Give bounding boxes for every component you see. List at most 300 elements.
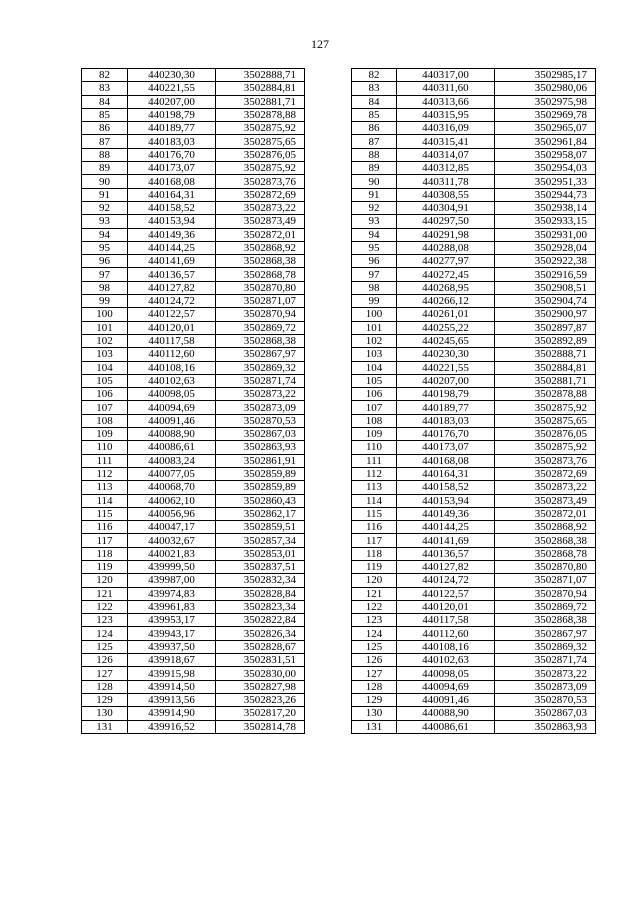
point-number-cell: 118 xyxy=(82,547,128,560)
point-number-cell: 104 xyxy=(352,361,397,374)
point-number-cell: 100 xyxy=(82,308,128,321)
table-row xyxy=(82,627,596,640)
x-coordinate-cell: 440091,46 xyxy=(128,414,216,427)
point-number-cell: 100 xyxy=(352,308,397,321)
point-number-cell: 89 xyxy=(82,162,128,175)
point-number-cell: 88 xyxy=(352,148,397,161)
column-gap xyxy=(305,82,352,95)
x-coordinate-cell: 440189,77 xyxy=(397,401,495,414)
y-coordinate-cell: 3502831,51 xyxy=(216,654,305,667)
table-row xyxy=(82,108,596,121)
point-number-cell: 118 xyxy=(352,547,397,560)
x-coordinate-cell: 440120,01 xyxy=(397,600,495,613)
x-coordinate-cell: 440313,66 xyxy=(397,95,495,108)
point-number-cell: 116 xyxy=(352,521,397,534)
x-coordinate-cell: 439953,17 xyxy=(128,614,216,627)
y-coordinate-cell: 3502857,34 xyxy=(216,534,305,547)
column-gap xyxy=(305,507,352,520)
point-number-cell: 96 xyxy=(352,255,397,268)
x-coordinate-cell: 440088,90 xyxy=(397,707,495,720)
y-coordinate-cell: 3502873,09 xyxy=(216,401,305,414)
point-number-cell: 101 xyxy=(352,321,397,334)
y-coordinate-cell: 3502965,07 xyxy=(495,122,596,135)
table-row xyxy=(82,69,596,82)
table-row xyxy=(82,295,596,308)
x-coordinate-cell: 440173,07 xyxy=(128,162,216,175)
x-coordinate-cell: 439937,50 xyxy=(128,640,216,653)
column-gap xyxy=(305,188,352,201)
y-coordinate-cell: 3502860,43 xyxy=(216,494,305,507)
point-number-cell: 84 xyxy=(352,95,397,108)
x-coordinate-cell: 440308,55 xyxy=(397,188,495,201)
table-row xyxy=(82,454,596,467)
x-coordinate-cell: 440312,85 xyxy=(397,162,495,175)
column-gap xyxy=(305,374,352,387)
x-coordinate-cell: 439961,83 xyxy=(128,600,216,613)
point-number-cell: 108 xyxy=(352,414,397,427)
x-coordinate-cell: 440255,22 xyxy=(397,321,495,334)
table-row xyxy=(82,693,596,706)
table-row xyxy=(82,175,596,188)
column-gap xyxy=(305,255,352,268)
point-number-cell: 94 xyxy=(82,228,128,241)
x-coordinate-cell: 440068,70 xyxy=(128,481,216,494)
point-number-cell: 126 xyxy=(82,654,128,667)
point-number-cell: 111 xyxy=(82,454,128,467)
x-coordinate-cell: 440176,70 xyxy=(397,428,495,441)
table-row xyxy=(82,82,596,95)
x-coordinate-cell: 440168,08 xyxy=(397,454,495,467)
point-number-cell: 92 xyxy=(352,201,397,214)
x-coordinate-cell: 440164,31 xyxy=(397,467,495,480)
y-coordinate-cell: 3502875,92 xyxy=(495,441,596,454)
x-coordinate-cell: 439987,00 xyxy=(128,574,216,587)
table-row xyxy=(82,680,596,693)
x-coordinate-cell: 440094,69 xyxy=(397,680,495,693)
y-coordinate-cell: 3502869,32 xyxy=(216,361,305,374)
column-gap xyxy=(305,547,352,560)
x-coordinate-cell: 440047,17 xyxy=(128,521,216,534)
column-gap xyxy=(305,614,352,627)
y-coordinate-cell: 3502933,15 xyxy=(495,215,596,228)
y-coordinate-cell: 3502951,33 xyxy=(495,175,596,188)
table-row xyxy=(82,707,596,720)
x-coordinate-cell: 440315,95 xyxy=(397,108,495,121)
point-number-cell: 87 xyxy=(82,135,128,148)
column-gap xyxy=(305,295,352,308)
column-gap xyxy=(305,162,352,175)
point-number-cell: 131 xyxy=(352,720,397,733)
column-gap xyxy=(305,494,352,507)
y-coordinate-cell: 3502958,07 xyxy=(495,148,596,161)
y-coordinate-cell: 3502878,88 xyxy=(495,388,596,401)
table-row xyxy=(82,667,596,680)
point-number-cell: 126 xyxy=(352,654,397,667)
x-coordinate-cell: 439914,90 xyxy=(128,707,216,720)
column-gap xyxy=(305,414,352,427)
y-coordinate-cell: 3502870,94 xyxy=(495,587,596,600)
y-coordinate-cell: 3502969,78 xyxy=(495,108,596,121)
point-number-cell: 110 xyxy=(82,441,128,454)
point-number-cell: 90 xyxy=(352,175,397,188)
column-gap xyxy=(305,215,352,228)
column-gap xyxy=(305,201,352,214)
point-number-cell: 109 xyxy=(352,428,397,441)
column-gap xyxy=(305,707,352,720)
y-coordinate-cell: 3502908,51 xyxy=(495,281,596,294)
column-gap xyxy=(305,693,352,706)
column-gap xyxy=(305,574,352,587)
x-coordinate-cell: 440173,07 xyxy=(397,441,495,454)
point-number-cell: 127 xyxy=(352,667,397,680)
table-row xyxy=(82,494,596,507)
y-coordinate-cell: 3502875,92 xyxy=(216,122,305,135)
x-coordinate-cell: 440124,72 xyxy=(128,295,216,308)
point-number-cell: 94 xyxy=(352,228,397,241)
table-row xyxy=(82,334,596,347)
x-coordinate-cell: 440288,08 xyxy=(397,241,495,254)
x-coordinate-cell: 440086,61 xyxy=(397,720,495,733)
point-number-cell: 131 xyxy=(82,720,128,733)
point-number-cell: 90 xyxy=(82,175,128,188)
point-number-cell: 124 xyxy=(352,627,397,640)
x-coordinate-cell: 439999,50 xyxy=(128,560,216,573)
y-coordinate-cell: 3502823,26 xyxy=(216,693,305,706)
y-coordinate-cell: 3502827,98 xyxy=(216,680,305,693)
y-coordinate-cell: 3502875,92 xyxy=(216,162,305,175)
point-number-cell: 103 xyxy=(352,348,397,361)
y-coordinate-cell: 3502875,65 xyxy=(495,414,596,427)
y-coordinate-cell: 3502853,01 xyxy=(216,547,305,560)
column-gap xyxy=(305,654,352,667)
table-row xyxy=(82,148,596,161)
point-number-cell: 99 xyxy=(82,295,128,308)
y-coordinate-cell: 3502873,49 xyxy=(216,215,305,228)
y-coordinate-cell: 3502869,72 xyxy=(216,321,305,334)
x-coordinate-cell: 440077,05 xyxy=(128,467,216,480)
point-number-cell: 117 xyxy=(352,534,397,547)
x-coordinate-cell: 440245,65 xyxy=(397,334,495,347)
x-coordinate-cell: 440198,79 xyxy=(128,108,216,121)
point-number-cell: 121 xyxy=(82,587,128,600)
point-number-cell: 105 xyxy=(352,374,397,387)
point-number-cell: 113 xyxy=(352,481,397,494)
column-gap xyxy=(305,560,352,573)
x-coordinate-cell: 440088,90 xyxy=(128,428,216,441)
point-number-cell: 116 xyxy=(82,521,128,534)
y-coordinate-cell: 3502881,71 xyxy=(495,374,596,387)
x-coordinate-cell: 440091,46 xyxy=(397,693,495,706)
x-coordinate-cell: 440120,01 xyxy=(128,321,216,334)
table-row xyxy=(82,388,596,401)
x-coordinate-cell: 439914,50 xyxy=(128,680,216,693)
x-coordinate-cell: 440221,55 xyxy=(128,82,216,95)
column-gap xyxy=(305,69,352,82)
y-coordinate-cell: 3502872,01 xyxy=(495,507,596,520)
x-coordinate-cell: 440230,30 xyxy=(397,348,495,361)
y-coordinate-cell: 3502862,17 xyxy=(216,507,305,520)
column-gap xyxy=(305,268,352,281)
x-coordinate-cell: 440102,63 xyxy=(397,654,495,667)
point-number-cell: 117 xyxy=(82,534,128,547)
x-coordinate-cell: 439915,98 xyxy=(128,667,216,680)
x-coordinate-cell: 440207,00 xyxy=(397,374,495,387)
y-coordinate-cell: 3502868,78 xyxy=(495,547,596,560)
y-coordinate-cell: 3502884,81 xyxy=(495,361,596,374)
point-number-cell: 129 xyxy=(352,693,397,706)
x-coordinate-cell: 440207,00 xyxy=(128,95,216,108)
x-coordinate-cell: 440117,58 xyxy=(128,334,216,347)
point-number-cell: 95 xyxy=(82,241,128,254)
y-coordinate-cell: 3502873,22 xyxy=(216,201,305,214)
x-coordinate-cell: 440168,08 xyxy=(128,175,216,188)
table-row xyxy=(82,441,596,454)
point-number-cell: 113 xyxy=(82,481,128,494)
y-coordinate-cell: 3502916,59 xyxy=(495,268,596,281)
x-coordinate-cell: 440304,91 xyxy=(397,201,495,214)
table-row xyxy=(82,374,596,387)
point-number-cell: 104 xyxy=(82,361,128,374)
point-number-cell: 122 xyxy=(82,600,128,613)
x-coordinate-cell: 440158,52 xyxy=(128,201,216,214)
point-number-cell: 122 xyxy=(352,600,397,613)
column-gap xyxy=(305,122,352,135)
table-row xyxy=(82,600,596,613)
column-gap xyxy=(305,241,352,254)
y-coordinate-cell: 3502814,78 xyxy=(216,720,305,733)
column-gap xyxy=(305,401,352,414)
coordinates-table xyxy=(81,68,596,734)
x-coordinate-cell: 440108,16 xyxy=(128,361,216,374)
column-gap xyxy=(305,467,352,480)
point-number-cell: 93 xyxy=(352,215,397,228)
point-number-cell: 124 xyxy=(82,627,128,640)
y-coordinate-cell: 3502892,89 xyxy=(495,334,596,347)
x-coordinate-cell: 440183,03 xyxy=(397,414,495,427)
y-coordinate-cell: 3502863,93 xyxy=(495,720,596,733)
y-coordinate-cell: 3502873,22 xyxy=(495,481,596,494)
column-gap xyxy=(305,640,352,653)
point-number-cell: 109 xyxy=(82,428,128,441)
point-number-cell: 93 xyxy=(82,215,128,228)
x-coordinate-cell: 440176,70 xyxy=(128,148,216,161)
column-gap xyxy=(305,228,352,241)
page-number: 127 xyxy=(311,37,329,51)
point-number-cell: 106 xyxy=(82,388,128,401)
y-coordinate-cell: 3502871,07 xyxy=(495,574,596,587)
x-coordinate-cell: 440149,36 xyxy=(128,228,216,241)
y-coordinate-cell: 3502832,34 xyxy=(216,574,305,587)
x-coordinate-cell: 440311,60 xyxy=(397,82,495,95)
x-coordinate-cell: 440277,97 xyxy=(397,255,495,268)
point-number-cell: 108 xyxy=(82,414,128,427)
point-number-cell: 120 xyxy=(352,574,397,587)
point-number-cell: 103 xyxy=(82,348,128,361)
table-row xyxy=(82,574,596,587)
y-coordinate-cell: 3502888,71 xyxy=(216,69,305,82)
y-coordinate-cell: 3502828,84 xyxy=(216,587,305,600)
table-row xyxy=(82,467,596,480)
y-coordinate-cell: 3502869,32 xyxy=(495,640,596,653)
y-coordinate-cell: 3502868,38 xyxy=(495,614,596,627)
y-coordinate-cell: 3502859,51 xyxy=(216,521,305,534)
y-coordinate-cell: 3502928,04 xyxy=(495,241,596,254)
x-coordinate-cell: 439913,56 xyxy=(128,693,216,706)
point-number-cell: 85 xyxy=(82,108,128,121)
x-coordinate-cell: 440189,77 xyxy=(128,122,216,135)
x-coordinate-cell: 440083,24 xyxy=(128,454,216,467)
column-gap xyxy=(305,587,352,600)
y-coordinate-cell: 3502961,84 xyxy=(495,135,596,148)
column-gap xyxy=(305,148,352,161)
table-row xyxy=(82,188,596,201)
point-number-cell: 83 xyxy=(352,82,397,95)
point-number-cell: 106 xyxy=(352,388,397,401)
point-number-cell: 128 xyxy=(82,680,128,693)
point-number-cell: 125 xyxy=(82,640,128,653)
column-gap xyxy=(305,680,352,693)
point-number-cell: 111 xyxy=(352,454,397,467)
y-coordinate-cell: 3502873,09 xyxy=(495,680,596,693)
y-coordinate-cell: 3502944,73 xyxy=(495,188,596,201)
x-coordinate-cell: 440086,61 xyxy=(128,441,216,454)
y-coordinate-cell: 3502870,53 xyxy=(216,414,305,427)
y-coordinate-cell: 3502867,03 xyxy=(495,707,596,720)
y-coordinate-cell: 3502980,06 xyxy=(495,82,596,95)
x-coordinate-cell: 440098,05 xyxy=(128,388,216,401)
table-row xyxy=(82,614,596,627)
point-number-cell: 130 xyxy=(352,707,397,720)
table-row xyxy=(82,255,596,268)
column-gap xyxy=(305,175,352,188)
point-number-cell: 119 xyxy=(352,560,397,573)
y-coordinate-cell: 3502870,94 xyxy=(216,308,305,321)
x-coordinate-cell: 440124,72 xyxy=(397,574,495,587)
table-row xyxy=(82,348,596,361)
x-coordinate-cell: 440144,25 xyxy=(128,241,216,254)
point-number-cell: 128 xyxy=(352,680,397,693)
y-coordinate-cell: 3502931,00 xyxy=(495,228,596,241)
x-coordinate-cell: 440062,10 xyxy=(128,494,216,507)
table-row xyxy=(82,321,596,334)
y-coordinate-cell: 3502868,92 xyxy=(216,241,305,254)
table-row xyxy=(82,308,596,321)
y-coordinate-cell: 3502904,74 xyxy=(495,295,596,308)
table-row xyxy=(82,521,596,534)
y-coordinate-cell: 3502875,92 xyxy=(495,401,596,414)
point-number-cell: 123 xyxy=(352,614,397,627)
table-row xyxy=(82,587,596,600)
y-coordinate-cell: 3502873,76 xyxy=(216,175,305,188)
y-coordinate-cell: 3502985,17 xyxy=(495,69,596,82)
point-number-cell: 121 xyxy=(352,587,397,600)
y-coordinate-cell: 3502884,81 xyxy=(216,82,305,95)
x-coordinate-cell: 440153,94 xyxy=(397,494,495,507)
table-row xyxy=(82,547,596,560)
column-gap xyxy=(305,281,352,294)
y-coordinate-cell: 3502888,71 xyxy=(495,348,596,361)
point-number-cell: 89 xyxy=(352,162,397,175)
point-number-cell: 107 xyxy=(82,401,128,414)
y-coordinate-cell: 3502873,49 xyxy=(495,494,596,507)
y-coordinate-cell: 3502868,38 xyxy=(216,255,305,268)
y-coordinate-cell: 3502876,05 xyxy=(495,428,596,441)
y-coordinate-cell: 3502897,87 xyxy=(495,321,596,334)
x-coordinate-cell: 440266,12 xyxy=(397,295,495,308)
column-gap xyxy=(305,334,352,347)
point-number-cell: 88 xyxy=(82,148,128,161)
x-coordinate-cell: 440098,05 xyxy=(397,667,495,680)
x-coordinate-cell: 440315,41 xyxy=(397,135,495,148)
table-row xyxy=(82,162,596,175)
point-number-cell: 115 xyxy=(352,507,397,520)
y-coordinate-cell: 3502868,92 xyxy=(495,521,596,534)
column-gap xyxy=(305,361,352,374)
x-coordinate-cell: 440314,07 xyxy=(397,148,495,161)
point-number-cell: 110 xyxy=(352,441,397,454)
table-row xyxy=(82,401,596,414)
point-number-cell: 127 xyxy=(82,667,128,680)
y-coordinate-cell: 3502868,38 xyxy=(495,534,596,547)
x-coordinate-cell: 440149,36 xyxy=(397,507,495,520)
table-row xyxy=(82,507,596,520)
x-coordinate-cell: 440108,16 xyxy=(397,640,495,653)
y-coordinate-cell: 3502823,34 xyxy=(216,600,305,613)
y-coordinate-cell: 3502873,22 xyxy=(216,388,305,401)
table-row xyxy=(82,228,596,241)
table-row xyxy=(82,281,596,294)
column-gap xyxy=(305,534,352,547)
point-number-cell: 107 xyxy=(352,401,397,414)
y-coordinate-cell: 3502870,80 xyxy=(216,281,305,294)
point-number-cell: 102 xyxy=(82,334,128,347)
column-gap xyxy=(305,388,352,401)
column-gap xyxy=(305,627,352,640)
y-coordinate-cell: 3502872,69 xyxy=(216,188,305,201)
y-coordinate-cell: 3502867,97 xyxy=(216,348,305,361)
column-gap xyxy=(305,720,352,733)
column-gap xyxy=(305,454,352,467)
table-row xyxy=(82,640,596,653)
point-number-cell: 96 xyxy=(82,255,128,268)
point-number-cell: 101 xyxy=(82,321,128,334)
y-coordinate-cell: 3502878,88 xyxy=(216,108,305,121)
y-coordinate-cell: 3502870,80 xyxy=(495,560,596,573)
y-coordinate-cell: 3502822,84 xyxy=(216,614,305,627)
x-coordinate-cell: 440291,98 xyxy=(397,228,495,241)
y-coordinate-cell: 3502817,20 xyxy=(216,707,305,720)
point-number-cell: 119 xyxy=(82,560,128,573)
column-gap xyxy=(305,441,352,454)
point-number-cell: 98 xyxy=(352,281,397,294)
y-coordinate-cell: 3502873,76 xyxy=(495,454,596,467)
table-row xyxy=(82,201,596,214)
point-number-cell: 129 xyxy=(82,693,128,706)
point-number-cell: 120 xyxy=(82,574,128,587)
x-coordinate-cell: 440094,69 xyxy=(128,401,216,414)
y-coordinate-cell: 3502826,34 xyxy=(216,627,305,640)
column-gap xyxy=(305,428,352,441)
table-row xyxy=(82,560,596,573)
y-coordinate-cell: 3502871,74 xyxy=(216,374,305,387)
point-number-cell: 115 xyxy=(82,507,128,520)
y-coordinate-cell: 3502861,91 xyxy=(216,454,305,467)
point-number-cell: 84 xyxy=(82,95,128,108)
x-coordinate-cell: 440221,55 xyxy=(397,361,495,374)
column-gap xyxy=(305,600,352,613)
x-coordinate-cell: 440183,03 xyxy=(128,135,216,148)
x-coordinate-cell: 439916,52 xyxy=(128,720,216,733)
